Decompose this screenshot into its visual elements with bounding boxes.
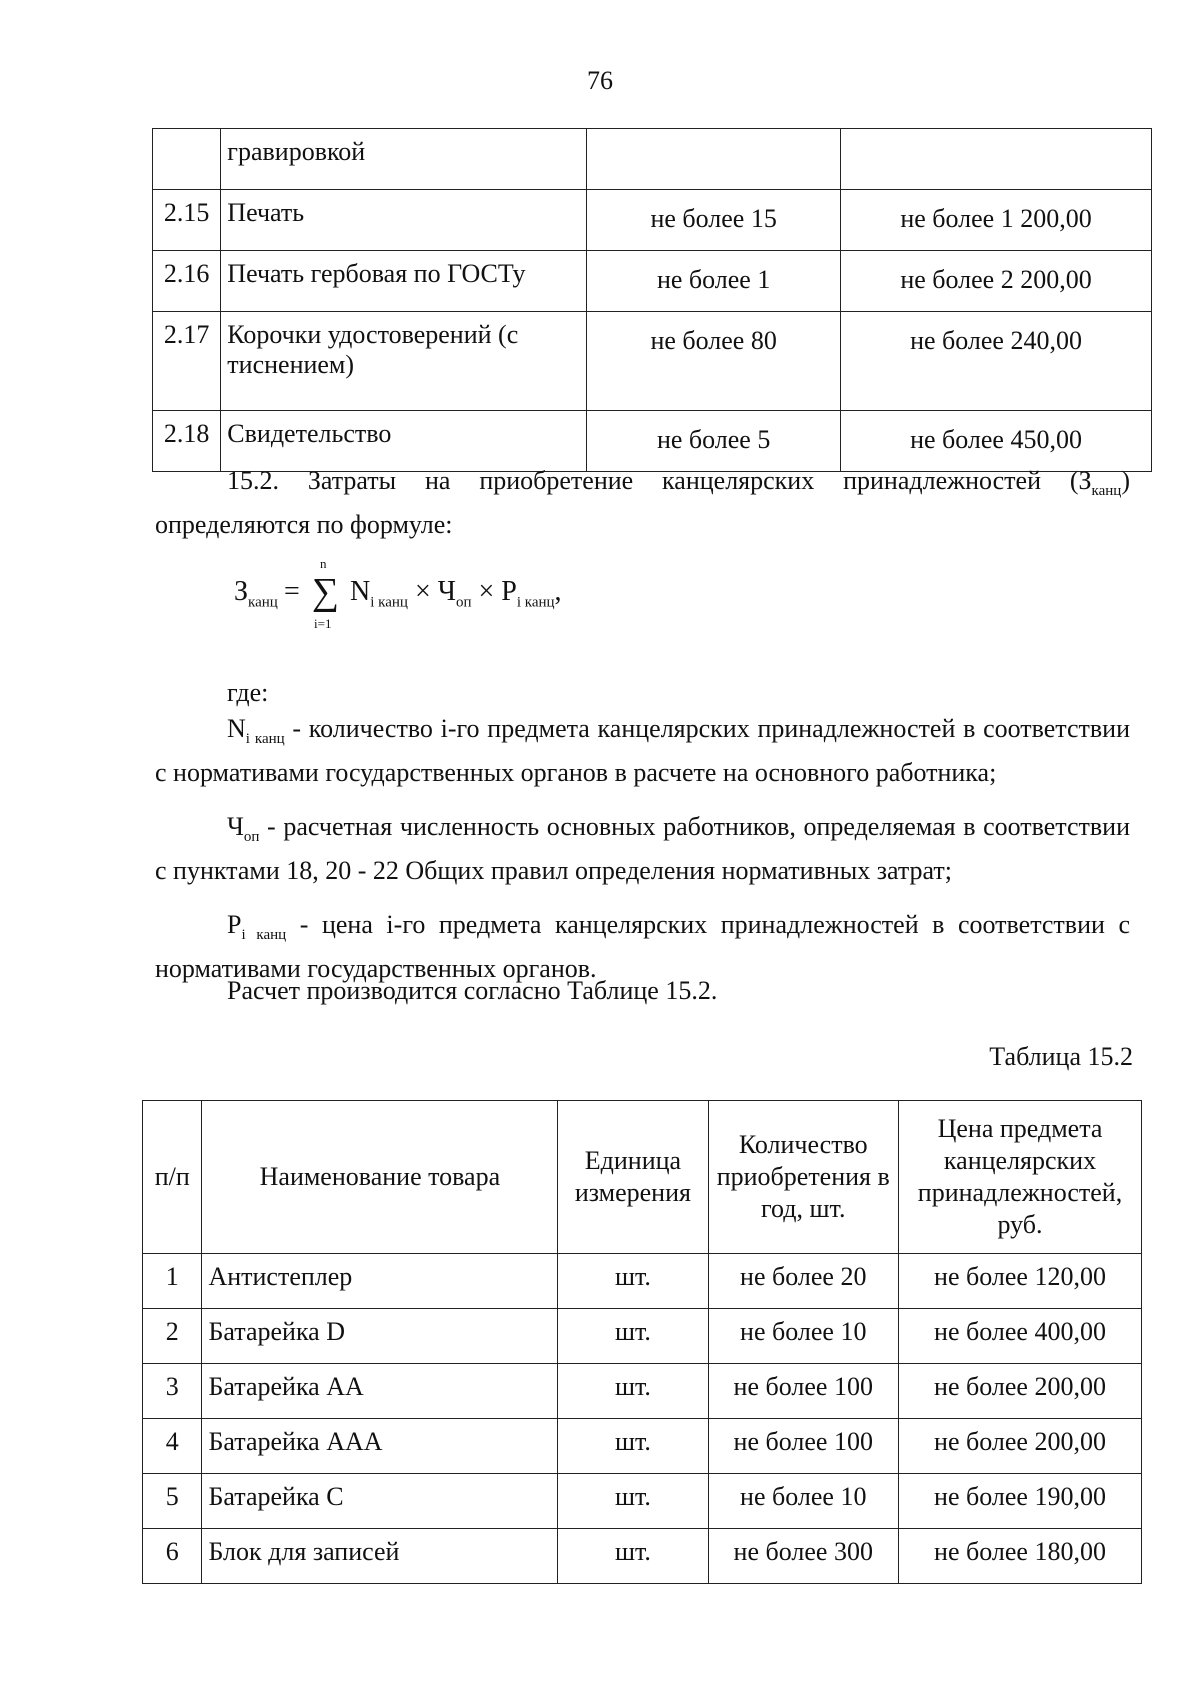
table-row — [153, 312, 1152, 411]
row-number-cell: 3 — [143, 1364, 202, 1419]
row-number-cell: 2.15 — [153, 190, 221, 251]
table-row — [153, 251, 1152, 312]
item-name-cell: Печать гербовая по ГОСТу — [221, 251, 587, 312]
table-caption: Таблица 15.2 — [989, 1042, 1133, 1071]
quantity-cell: не более 80 — [587, 312, 841, 411]
price-cell: не более 240,00 — [841, 312, 1152, 411]
calculation-note: Расчет производится согласно Таблице 15.2. — [227, 976, 718, 1005]
header-item-name: Наименование товара — [202, 1101, 558, 1254]
where-label: где: — [227, 678, 269, 707]
quantity-cell: не более 10 — [708, 1474, 899, 1529]
unit-cell: шт. — [558, 1254, 708, 1309]
table-row — [143, 1474, 1142, 1529]
price-cell: не более 1 200,00 — [841, 190, 1152, 251]
price-cell: не более 200,00 — [899, 1364, 1142, 1419]
row-number-cell: 1 — [143, 1254, 202, 1309]
price-cell: не более 120,00 — [899, 1254, 1142, 1309]
quantity-cell: не более 100 — [708, 1419, 899, 1474]
quantity-cell: не более 15 — [587, 190, 841, 251]
quantity-cell: не более 5 — [587, 411, 841, 472]
quantity-cell: не более 100 — [708, 1364, 899, 1419]
unit-cell: шт. — [558, 1474, 708, 1529]
item-name-cell: Печать — [221, 190, 587, 251]
table-row — [143, 1529, 1142, 1584]
row-number-cell: 2.17 — [153, 312, 221, 411]
quantity-cell: не более 300 — [708, 1529, 899, 1584]
price-cell: не более 2 200,00 — [841, 251, 1152, 312]
item-name-cell: Антистеплер — [202, 1254, 558, 1309]
item-name-cell: Блок для записей — [202, 1529, 558, 1584]
definition-p: $P_{i канц}$ - цена i-го предмета канцелярских принадлежностей в соответствии с нормативами государственных органов. — [155, 910, 1130, 984]
quantity-cell: не более 1 — [587, 251, 841, 312]
quantity-cell — [587, 129, 841, 190]
stationery-table — [142, 1100, 1142, 1584]
header-unit: Единица измерения — [558, 1101, 708, 1254]
item-name-cell: Батарейка ААА — [202, 1419, 558, 1474]
table-row — [143, 1309, 1142, 1364]
continuation-table — [152, 128, 1152, 472]
item-name-cell: Батарейка АА — [202, 1364, 558, 1419]
row-number-cell: 2.16 — [153, 251, 221, 312]
unit-cell: шт. — [558, 1309, 708, 1364]
price-cell: не более 190,00 — [899, 1474, 1142, 1529]
quantity-cell: не более 20 — [708, 1254, 899, 1309]
table-row — [143, 1364, 1142, 1419]
row-number-cell: 6 — [143, 1529, 202, 1584]
item-name-cell: Корочки удостоверений (с тиснением) — [221, 312, 587, 411]
formula-lhs: $З_{канц}$ — [234, 576, 278, 611]
price-cell: не более 400,00 — [899, 1309, 1142, 1364]
row-number-cell: 5 — [143, 1474, 202, 1529]
definition-n: $N_{i канц}$ - количество i-го предмета канцелярских принадлежностей в соответствии с нормативами государственных органов в расчете на основного работника; — [155, 714, 1130, 788]
cost-formula — [234, 556, 634, 636]
section-intro: 15.2. Затраты на приобретение канцелярских принадлежностей $(З_{канц})$ определяются по формуле: — [155, 466, 1130, 540]
definition-ch: $Ч_{оп}$ - расчетная численность основных работников, определяемая в соответствии с пунктами 18, 20 - 22 Общих правил определения нормативных затрат; — [155, 812, 1130, 886]
item-name-cell: Батарейка С — [202, 1474, 558, 1529]
price-cell — [841, 129, 1152, 190]
header-number: п/п — [143, 1101, 202, 1254]
row-number-cell — [153, 129, 221, 190]
unit-cell: шт. — [558, 1529, 708, 1584]
unit-cell: шт. — [558, 1419, 708, 1474]
sum-lower-limit: i=1 — [314, 616, 332, 631]
sum-symbol: ∑ — [312, 571, 340, 613]
row-number-cell: 2 — [143, 1309, 202, 1364]
header-price: Цена предмета канцелярских принадлежностей, руб. — [899, 1101, 1142, 1254]
price-cell: не более 200,00 — [899, 1419, 1142, 1474]
price-cell: не более 450,00 — [841, 411, 1152, 472]
formula-equals: = — [284, 576, 300, 607]
price-cell: не более 180,00 — [899, 1529, 1142, 1584]
item-name-cell: Свидетельство — [221, 411, 587, 472]
table-header-row — [143, 1101, 1142, 1254]
item-name-cell: Батарейка D — [202, 1309, 558, 1364]
quantity-cell: не более 10 — [708, 1309, 899, 1364]
item-name-cell: гравировкой — [221, 129, 587, 190]
table-row — [143, 1419, 1142, 1474]
sum-upper-limit: n — [320, 556, 327, 571]
row-number-cell: 4 — [143, 1419, 202, 1474]
table-row — [153, 129, 1152, 190]
row-number-cell: 2.18 — [153, 411, 221, 472]
formula-rhs: $N_{i канц} \times Ч_{оп} \times P_{i канц}$, — [350, 576, 562, 611]
unit-cell: шт. — [558, 1364, 708, 1419]
table-row — [143, 1254, 1142, 1309]
table-row — [153, 411, 1152, 472]
table-row — [153, 190, 1152, 251]
header-quantity: Количество приобретения в год, шт. — [708, 1101, 899, 1254]
page-number: 76 — [587, 66, 613, 95]
